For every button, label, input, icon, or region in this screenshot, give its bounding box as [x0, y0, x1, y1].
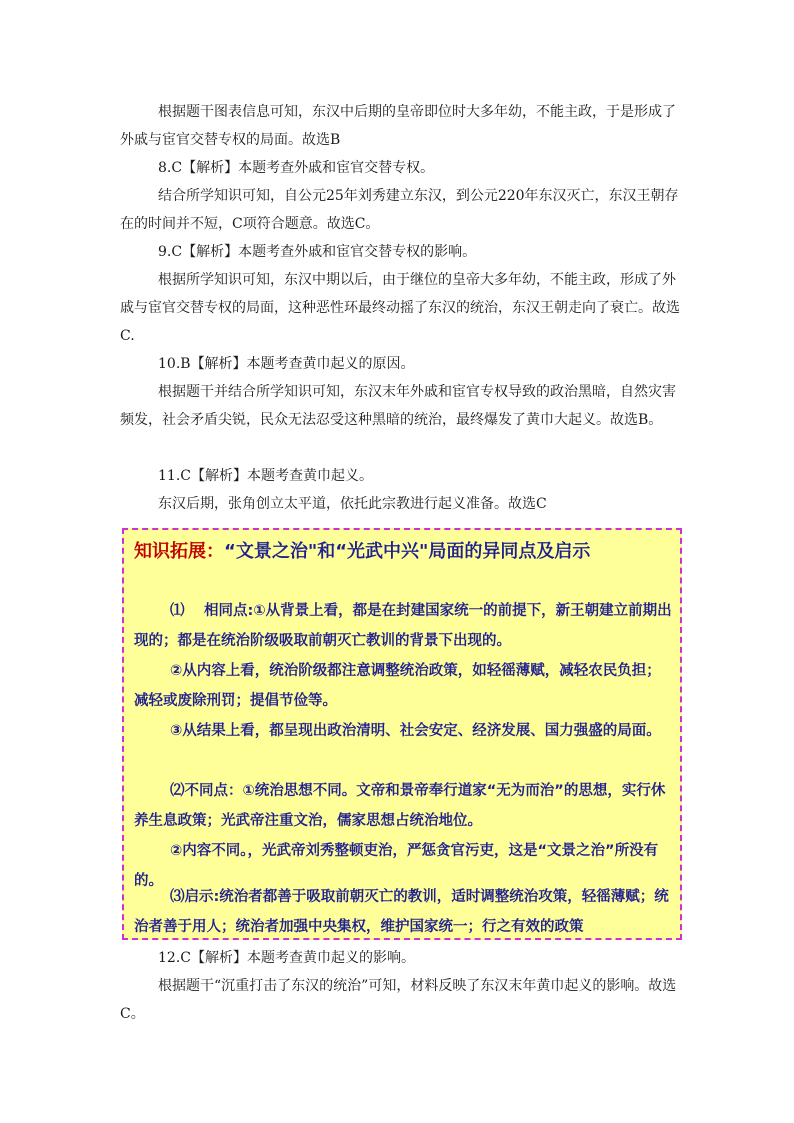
answer-number: 9.C: [158, 244, 183, 260]
answer-number: 11.C: [158, 468, 191, 484]
analysis-tag: 【解析】本题考查外戚和宦官交替专权的影响。: [182, 244, 477, 260]
box-paragraph-enlightenment: ⑶启示:统治者都善于吸取前朝灭亡的教训，适时调整统治攻策，轻徭薄赋；统治者善于用人；统治者加强中央集权，维护国家统一；行之有效的政策: [134, 889, 669, 935]
answer-number: 12.C: [158, 950, 191, 966]
answer-heading-10: [158, 350, 415, 378]
box-paragraph-difference-content: ②内容不同。，光武帝刘秀整顿吏治，严惩贪官污吏，这是“文景之治”所没有的。: [134, 843, 659, 889]
box-paragraph-difference-thought: ⑵不同点：①统治思想不同。文帝和景帝奉行道家“无为而治”的思想，实行休养生息政策；光武帝注重文治，儒家思想占统治地位。: [134, 783, 666, 829]
box-paragraph-similarity-content: ②从内容上看，统治阶级都注意调整统治政策，如轻徭薄赋，减轻农民负担；减轻或废除刑罚；提倡节俭等。: [134, 663, 661, 709]
box-paragraph-similarity-background: ⑴ 相同点:①从背景上看，都是在封建国家统一的前提下，新王朝建立前期出现的；都是在统治阶级吸取前朝灭亡教训的背景下出现的。: [134, 603, 672, 649]
answer-heading-11: [158, 462, 373, 490]
box-title-lead: 知识拓展：: [134, 541, 224, 562]
paragraph-q7-explanation: 根据题干图表信息可知，东汉中后期的皇帝即位时大多年幼，不能主政，于是形成了外戚与宦官交替专权的局面。故选B: [120, 104, 676, 148]
answer-number: 10.B: [158, 356, 191, 372]
answer-heading-9: [158, 238, 476, 266]
paragraph-q9-explanation: 根据所学知识可知，东汉中期以后，由于继位的皇帝大多年幼，不能主政，形成了外戚与宦官交替专权的局面，这种恶性环最终动摇了东汉的统治，东汉王朝走向了衰亡。故选C.: [120, 272, 680, 344]
box-paragraph-similarity-result: ③从结果上看，都呈现出政治清明、社会安定、经济发展、国力强盛的局面。: [170, 723, 661, 739]
paragraph-q10-explanation: 根据题干并结合所学知识可知，东汉末年外戚和宦官专权导致的政治黑暗，自然灾害频发，社会矛盾尖锐，民众无法忍受这种黑暗的统治，最终爆发了黄巾大起义。故选B。: [120, 384, 676, 428]
knowledge-extension-box: [122, 528, 682, 940]
analysis-tag: 【解析】本题考查黄巾起义的影响。: [190, 950, 415, 966]
analysis-tag: 【解析】本题考查黄巾起义。: [190, 468, 373, 484]
analysis-tag: 【解析】本题考查黄巾起义的原因。: [190, 356, 415, 372]
paragraph-q8-explanation: 结合所学知识可知，自公元25年刘秀建立东汉，到公元220年东汉灭亡，东汉王朝存在的时间并不短，C项符合题意。故选C。: [120, 188, 679, 232]
box-title: [134, 538, 674, 566]
answer-number: 8.C: [158, 160, 183, 176]
paragraph-q12-explanation: 根据题干“沉重打击了东汉的统治”可知，材料反映了东汉末年黄巾起义的影响。故选C。: [120, 978, 677, 1022]
analysis-tag: 【解析】本题考查外戚和宦官交替专权。: [182, 160, 435, 176]
paragraph-q11-explanation: 东汉后期，张角创立太平道，依托此宗教进行起义准备。故选C: [158, 496, 547, 512]
box-title-text: “文景之治"和“光武中兴"局面的异同点及启示: [224, 541, 591, 562]
answer-heading-8: [158, 154, 434, 182]
answer-heading-12: [158, 944, 415, 972]
